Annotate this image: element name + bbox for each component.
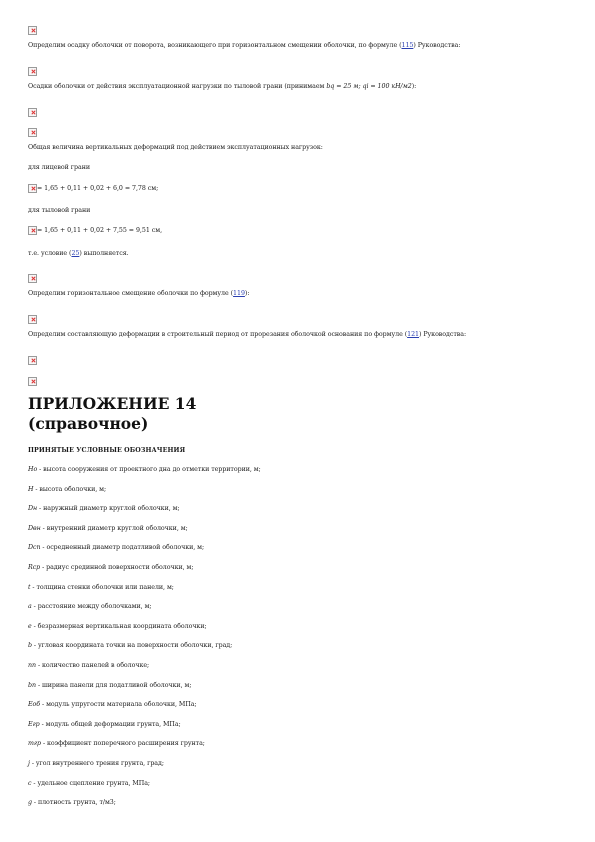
definition-item	[28, 623, 207, 631]
text: Осадки оболочки от действия эксплуатационной нагрузки по тыловой грани (принимаем	[28, 83, 327, 90]
definition-text: - количество панелей в оболочке;	[36, 662, 150, 669]
text: Определим составляющую деформации в строительный период от прорезания оболочкой основания по формуле (	[28, 331, 408, 338]
definition-symbol: e	[28, 622, 32, 630]
definition-text: - наружный диаметр круглой оболочки, м;	[37, 505, 180, 513]
text: ) выполняется.	[79, 250, 129, 257]
definition-item	[28, 603, 152, 611]
definition-item	[28, 780, 150, 788]
definition-text: - расстояние между оболочками, м;	[31, 603, 152, 611]
definition-item	[28, 740, 205, 748]
definition-item	[28, 682, 191, 690]
appendix-title-line: (справочное)	[28, 414, 149, 433]
broken-image-icon	[28, 20, 37, 39]
paragraph	[28, 42, 460, 50]
definition-symbol: Dвн	[28, 524, 41, 532]
paragraph: Общая величина вертикальных деформаций под действием эксплуатационных нагрузок:	[28, 144, 323, 151]
formula-link[interactable]: 115	[401, 42, 414, 49]
definition-symbol: Еоб	[28, 701, 41, 709]
definition-text: - коэффициент поперечного расширения грунта;	[41, 740, 205, 748]
definition-symbol: c	[28, 779, 32, 787]
definition-text: - высота сооружения от проектного дна до отметки территории, м;	[37, 466, 261, 473]
definition-symbol: Егр	[28, 720, 40, 728]
definition-item	[28, 642, 232, 650]
definition-symbol: Dн	[28, 505, 38, 513]
formula-link[interactable]: 121	[407, 331, 419, 338]
formula-link[interactable]: 25	[71, 250, 80, 257]
definition-symbol: bп	[28, 681, 36, 689]
definition-text: - угол внутреннего трения грунта, град;	[29, 760, 164, 767]
paragraph: для лицевой грани	[28, 164, 90, 171]
appendix-title-line: ПРИЛОЖЕНИЕ 14	[28, 394, 197, 413]
definition-text: - внутренний диаметр круглой оболочки, м;	[40, 524, 188, 532]
definition-item	[28, 799, 116, 807]
text: ):	[411, 83, 417, 90]
definition-item	[28, 544, 204, 552]
definition-symbol: nп	[28, 662, 37, 669]
text: Определим горизонтальное смещение оболочки по формуле (	[28, 290, 234, 297]
formula-text: bq = 25 м; qi = 100 кН/м2	[326, 83, 412, 90]
definition-item	[28, 525, 188, 533]
definition-text: - осредненный диаметр податливой оболочки, м;	[40, 544, 205, 552]
definition-item	[28, 466, 261, 474]
definition-text: - безразмерная вертикальная координата оболочки;	[31, 622, 207, 630]
definition-item	[28, 760, 164, 768]
definition-item	[28, 486, 106, 494]
broken-image-icon	[28, 61, 37, 80]
broken-image-icon	[28, 226, 37, 235]
definition-text: - удельное сцепление грунта, МПа;	[31, 779, 151, 787]
broken-image-icon	[28, 102, 37, 121]
definition-symbol: g	[28, 799, 32, 807]
definition-text: - толщина стенки оболочки или панели, м;	[30, 583, 174, 591]
broken-image-icon	[28, 184, 37, 193]
definition-item	[28, 564, 193, 572]
broken-image-icon	[28, 122, 37, 141]
definition-text: - радиус срединной поверхности оболочки, м;	[40, 564, 194, 571]
definition-item	[28, 584, 174, 592]
definition-item	[28, 701, 197, 709]
paragraph: для тыловой грани	[28, 207, 91, 214]
definition-text: - модуль упругости материала оболочки, МПа;	[40, 701, 197, 709]
definition-symbol: Но	[28, 466, 38, 473]
text: ):	[244, 290, 250, 297]
definition-symbol: mгр	[28, 740, 42, 748]
paragraph	[28, 250, 129, 258]
definition-item	[28, 721, 181, 729]
text: Определим осадку оболочки от поворота, возникающего при горизонтальном смещении оболочки, по формуле (	[28, 42, 402, 49]
definition-symbol: a	[28, 603, 32, 611]
broken-image-icon	[28, 371, 37, 390]
definition-symbol: Rср	[28, 564, 41, 571]
broken-image-icon	[28, 350, 37, 369]
definition-item	[28, 505, 180, 513]
formula-line	[28, 226, 162, 235]
section-subtitle: ПРИНЯТЫЕ УСЛОВНЫЕ ОБОЗНАЧЕНИЯ	[28, 447, 186, 454]
paragraph	[28, 331, 466, 339]
formula-link[interactable]: 119	[233, 290, 245, 297]
definition-text: - ширина панели для податливой оболочки, м;	[36, 681, 192, 689]
text: ) Руководства:	[413, 42, 461, 49]
text: ) Руководства:	[418, 331, 467, 338]
formula-text: = 1,65 + 0,11 + 0,02 + 6,0 = 7,78 см;	[37, 185, 159, 192]
definition-symbol: t	[28, 583, 31, 591]
definition-text: - плотность грунта, т/м3;	[31, 799, 116, 807]
definition-text: - модуль общей деформации грунта, МПа;	[39, 720, 181, 728]
appendix-heading	[28, 394, 196, 434]
paragraph	[28, 290, 249, 298]
definition-symbol: b	[28, 642, 32, 650]
text: т.е. условие (	[28, 250, 72, 257]
formula-text: = 1,65 + 0,11 + 0,02 + 7,55 = 9,51 см,	[37, 227, 163, 234]
broken-image-icon	[28, 268, 37, 287]
definition-symbol: Н	[28, 485, 34, 493]
definition-symbol: j	[28, 760, 30, 767]
definition-text: - высота оболочки, м;	[33, 485, 107, 493]
broken-image-icon	[28, 309, 37, 328]
definition-text: - угловая координата точки на поверхности оболочки, град;	[31, 642, 233, 650]
definition-symbol: Dсп	[28, 544, 41, 552]
formula-line	[28, 184, 158, 193]
appendix-title	[28, 394, 196, 434]
paragraph	[28, 83, 416, 91]
definition-item	[28, 662, 149, 670]
